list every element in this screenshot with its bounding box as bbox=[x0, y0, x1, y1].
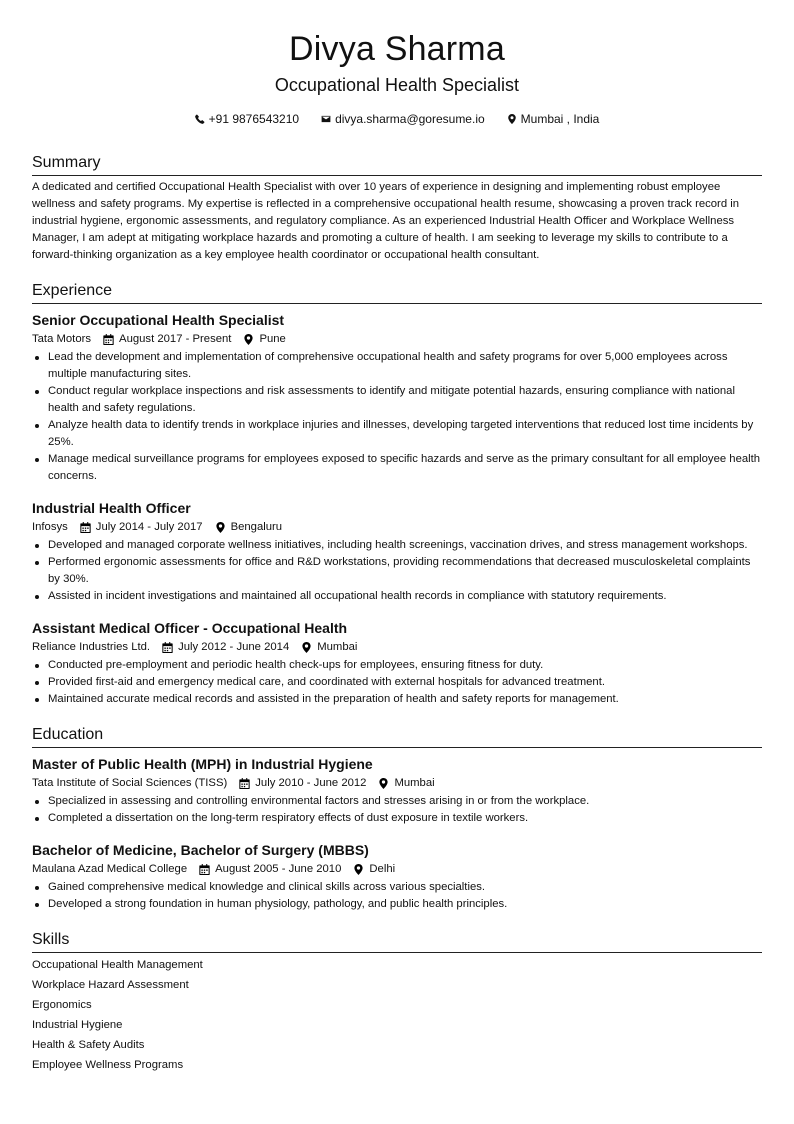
experience-section bbox=[32, 281, 762, 708]
entry-dates bbox=[80, 519, 203, 535]
skill-item: Occupational Health Management bbox=[32, 959, 203, 971]
bullet-item: Conduct regular workplace inspections and risk assessments to identify and mitigate potential hazards, ensuring compliance with national health and safety regulations. bbox=[32, 383, 762, 417]
entry-location-text: Mumbai bbox=[317, 641, 358, 653]
location-text: Mumbai , India bbox=[520, 112, 600, 126]
bullet-item: Assisted in incident investigations and maintained all occupational health records in compliance with statutory requirements. bbox=[32, 588, 762, 605]
education-section bbox=[32, 725, 762, 913]
entry-location-text: Pune bbox=[259, 333, 286, 345]
phone-icon bbox=[195, 114, 205, 124]
skill-item: Industrial Hygiene bbox=[32, 1019, 123, 1031]
bullet-item: Conducted pre-employment and periodic health check-ups for employees, ensuring fitness for duty. bbox=[32, 657, 762, 674]
entry-meta bbox=[32, 519, 762, 535]
skill-item: Employee Wellness Programs bbox=[32, 1059, 184, 1071]
map-pin-icon bbox=[378, 778, 389, 789]
envelope-icon bbox=[321, 114, 331, 124]
entry-location-text: Bengaluru bbox=[230, 521, 283, 533]
section-heading: Education bbox=[32, 725, 762, 748]
entry-location bbox=[215, 519, 283, 535]
entry-bullets bbox=[32, 349, 762, 485]
phone-number: +91 9876543210 bbox=[208, 112, 300, 126]
resume-header bbox=[32, 0, 762, 127]
bullet-item: Developed and managed corporate wellness initiatives, including health screenings, vaccination drives, and stress management workshops. bbox=[32, 537, 762, 554]
entry-bullets bbox=[32, 537, 762, 605]
bullet-item: Developed a strong foundation in human physiology, pathology, and public health principles. bbox=[32, 896, 762, 913]
entry-location bbox=[378, 775, 434, 791]
calendar-icon bbox=[162, 642, 173, 653]
entry-title: Industrial Health Officer bbox=[32, 500, 191, 516]
section-heading: Experience bbox=[32, 281, 762, 304]
map-pin-icon bbox=[507, 114, 517, 124]
entry-meta bbox=[32, 861, 762, 877]
bullet-item: Completed a dissertation on the long-term respiratory effects of dust exposure in textile workers. bbox=[32, 810, 762, 827]
entry-bullets bbox=[32, 793, 762, 827]
entry-organization: Infosys bbox=[32, 521, 68, 533]
entry-organization: Tata Institute of Social Sciences (TISS) bbox=[32, 777, 228, 789]
entry bbox=[32, 755, 762, 827]
candidate-title: Occupational Health Specialist bbox=[274, 75, 520, 95]
entry-dates bbox=[162, 639, 289, 655]
entry-dates bbox=[199, 861, 341, 877]
entry-dates bbox=[103, 331, 231, 347]
bullet-item: Lead the development and implementation of comprehensive occupational health and safety programs for over 5,000 employees across multiple manufacturing sites. bbox=[32, 349, 762, 383]
contact-phone bbox=[195, 111, 299, 127]
entry-dates-text: August 2017 - Present bbox=[119, 333, 232, 345]
skill-item: Workplace Hazard Assessment bbox=[32, 979, 189, 991]
entry-meta bbox=[32, 639, 762, 655]
entry-location bbox=[301, 639, 357, 655]
calendar-icon bbox=[199, 864, 210, 875]
skills-list bbox=[32, 955, 762, 1075]
bullet-item: Gained comprehensive medical knowledge and clinical skills across various specialties. bbox=[32, 879, 762, 896]
entry-dates-text: August 2005 - June 2010 bbox=[215, 863, 342, 875]
map-pin-icon bbox=[215, 522, 226, 533]
summary-text: A dedicated and certified Occupational Health Specialist with over 10 years of experience in designing and implementing robust employee wellness and safety programs. My expertise is reflected in a comprehensive occupational health resume, showcasing a proven track record in industrial hygiene, ergonomic assessments, and regulatory compliance. As an experienced Industrial Health Officer and Workplace Wellness Manager, I am adept at mitigating workplace hazards and promoting a culture of health. I am seeking to leverage my skills to contribute to a forward-thinking organization as a key employee health coordinator or occupational health consultant. bbox=[32, 181, 740, 261]
entry-organization: Reliance Industries Ltd. bbox=[32, 641, 151, 653]
skill-item: Ergonomics bbox=[32, 999, 92, 1011]
email-address: divya.sharma@goresume.io bbox=[335, 112, 485, 126]
skill-item: Health & Safety Audits bbox=[32, 1039, 145, 1051]
bullet-item: Specialized in assessing and controlling environmental factors and stresses arising in or from the workplace. bbox=[32, 793, 762, 810]
section-heading: Skills bbox=[32, 930, 762, 953]
entry-dates-text: July 2010 - June 2012 bbox=[255, 777, 367, 789]
entry bbox=[32, 841, 762, 913]
summary-section bbox=[32, 153, 762, 264]
section-heading: Summary bbox=[32, 153, 762, 176]
contact-location bbox=[507, 111, 600, 127]
entry bbox=[32, 311, 762, 485]
skills-section bbox=[32, 930, 762, 1075]
calendar-icon bbox=[80, 522, 91, 533]
entry-title: Bachelor of Medicine, Bachelor of Surgery (MBBS) bbox=[32, 842, 369, 858]
entry-meta bbox=[32, 775, 762, 791]
entry-location-text: Mumbai bbox=[394, 777, 435, 789]
bullet-item: Manage medical surveillance programs for employees exposed to specific hazards and serve as the primary consultant for all employee health concerns. bbox=[32, 451, 762, 485]
bullet-item: Performed ergonomic assessments for office and R&D workstations, providing recommendations that decreased musculoskeletal complaints by 30%. bbox=[32, 554, 762, 588]
entry-title: Assistant Medical Officer - Occupational Health bbox=[32, 620, 348, 636]
bullet-item: Provided first-aid and emergency medical care, and coordinated with external hospitals for advanced treatment. bbox=[32, 674, 762, 691]
entry bbox=[32, 619, 762, 708]
bullet-item: Maintained accurate medical records and assisted in the preparation of health and safety reports for management. bbox=[32, 691, 762, 708]
calendar-icon bbox=[239, 778, 250, 789]
map-pin-icon bbox=[243, 334, 254, 345]
entry-organization: Maulana Azad Medical College bbox=[32, 863, 188, 875]
entry-location-text: Delhi bbox=[369, 863, 396, 875]
contact-email bbox=[321, 111, 485, 127]
entry bbox=[32, 499, 762, 605]
map-pin-icon bbox=[353, 864, 364, 875]
entry-location bbox=[353, 861, 395, 877]
contact-row bbox=[32, 111, 762, 127]
bullet-item: Analyze health data to identify trends in workplace injuries and illnesses, developing targeted interventions that reduced lost time incidents by 25%. bbox=[32, 417, 762, 451]
entry-bullets bbox=[32, 657, 762, 708]
entry-title: Master of Public Health (MPH) in Industrial Hygiene bbox=[32, 756, 373, 772]
entry-dates-text: July 2014 - July 2017 bbox=[95, 521, 203, 533]
entry-bullets bbox=[32, 879, 762, 913]
calendar-icon bbox=[103, 334, 114, 345]
candidate-name: Divya Sharma bbox=[289, 30, 505, 68]
entry-title: Senior Occupational Health Specialist bbox=[32, 312, 285, 328]
entry-location bbox=[243, 331, 285, 347]
entry-dates-text: July 2012 - June 2014 bbox=[178, 641, 290, 653]
map-pin-icon bbox=[301, 642, 312, 653]
entry-dates bbox=[239, 775, 366, 791]
entry-organization: Tata Motors bbox=[32, 333, 92, 345]
entry-meta bbox=[32, 331, 762, 347]
